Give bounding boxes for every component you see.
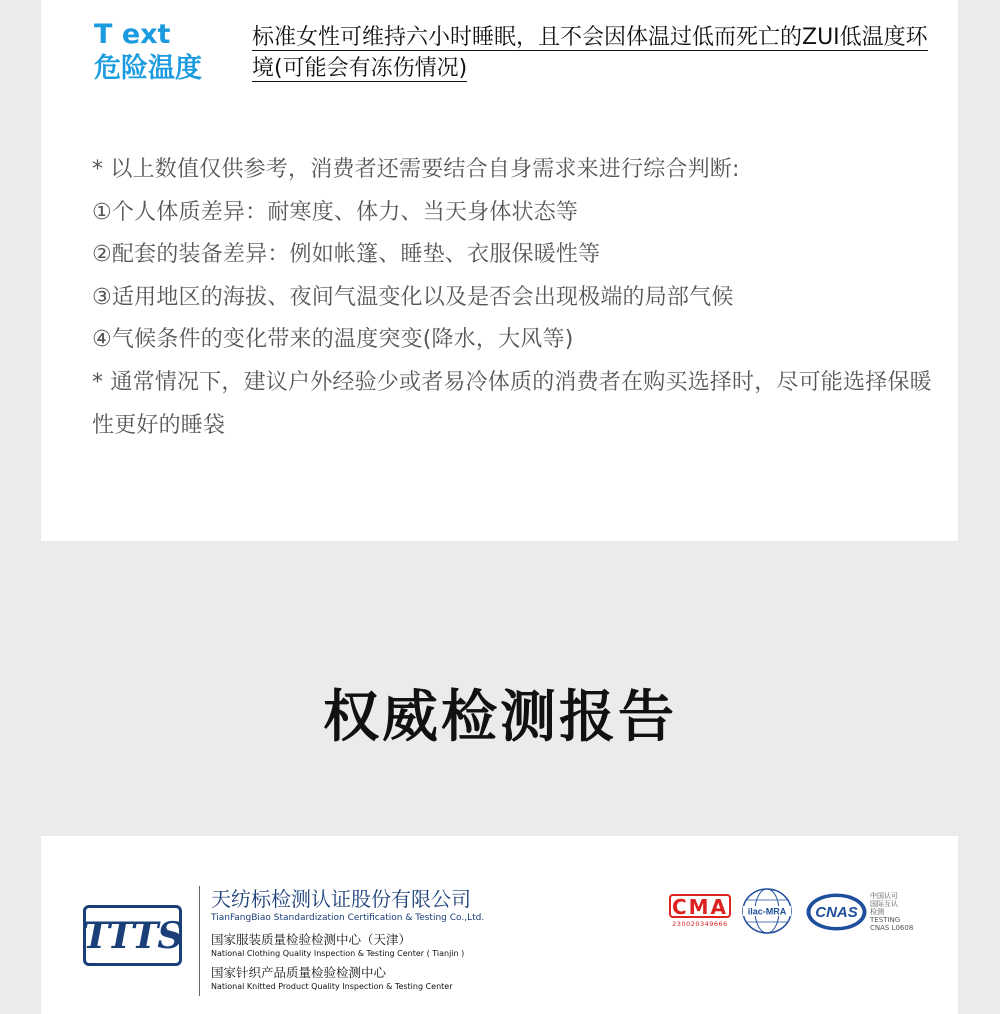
section-title: 权威检测报告: [323, 685, 677, 750]
center-name-en: National Knitted Product Quality Inspection & Testing Center: [211, 982, 453, 991]
tts-logo-text: TTTS: [82, 914, 183, 957]
tts-logo: [83, 905, 182, 966]
cma-cert-logo: [669, 894, 731, 928]
note-item: ④气候条件的变化带来的温度突变(降水，大风等): [92, 327, 574, 353]
note-item: * 通常情况下，建议户外经验少或者易冷体质的消费者在购买选择时，尽可能选择保暖性更好的睡袋: [92, 369, 932, 438]
notes-list: [92, 149, 932, 447]
org-name-cn: 天纺标检测认证股份有限公司: [211, 887, 471, 911]
divider: [199, 886, 200, 996]
center-name-en: National Clothing Quality Inspection & Testing Center ( Tianjin ): [211, 949, 465, 958]
cnas-line: 国际互认: [870, 900, 898, 908]
cma-number: 230020349666: [672, 920, 728, 928]
center-name-cn: 国家针织产品质量检验检测中心: [211, 965, 387, 980]
cnas-label: CNAS: [815, 904, 858, 921]
testing-report-card: [41, 836, 958, 1014]
description-text: 标准女性可维持六小时睡眠，且不会因体温过低而死亡的ZUI低温度环境(可能会有冻伤情况): [252, 25, 928, 81]
cnas-line: CNAS L0608: [870, 924, 914, 932]
danger-temperature-description: [252, 22, 932, 84]
center-name-cn: 国家服装质量检验检测中心（天津）: [211, 932, 412, 947]
ilac-label: ilac-MRA: [747, 906, 787, 917]
cma-mark: CMA: [669, 894, 731, 918]
org-name: [211, 886, 531, 925]
center-clothing: [211, 931, 531, 960]
cnas-emblem-icon: [805, 892, 868, 932]
cnas-line: 中国认可: [870, 892, 898, 900]
heading-label-cn: 危险温度: [94, 53, 202, 84]
note-item: ②配套的装备差异：例如帐篷、睡垫、衣服保暖性等: [92, 242, 601, 268]
temperature-info-card: [41, 0, 958, 541]
cnas-line: 检测: [870, 908, 884, 916]
danger-temperature-heading: [94, 18, 234, 86]
cnas-logo: [805, 892, 868, 932]
globe-icon: [741, 887, 793, 935]
note-item: * 以上数值仅供参考，消费者还需要结合自身需求来进行综合判断:: [92, 157, 740, 182]
center-knitted: [211, 964, 531, 993]
note-item: ③适用地区的海拔、夜间气温变化以及是否会出现极端的局部气候: [92, 284, 734, 310]
note-item: ①个人体质差异：耐寒度、体力、当天身体状态等: [92, 199, 579, 225]
cnas-info: [870, 892, 930, 932]
org-name-en: TianFangBiao Standardization Certification & Testing Co.,Ltd.: [211, 913, 485, 923]
ilac-mra-logo: [741, 887, 793, 935]
cnas-line: TESTING: [870, 916, 901, 924]
heading-label-en: T ext: [94, 19, 171, 50]
